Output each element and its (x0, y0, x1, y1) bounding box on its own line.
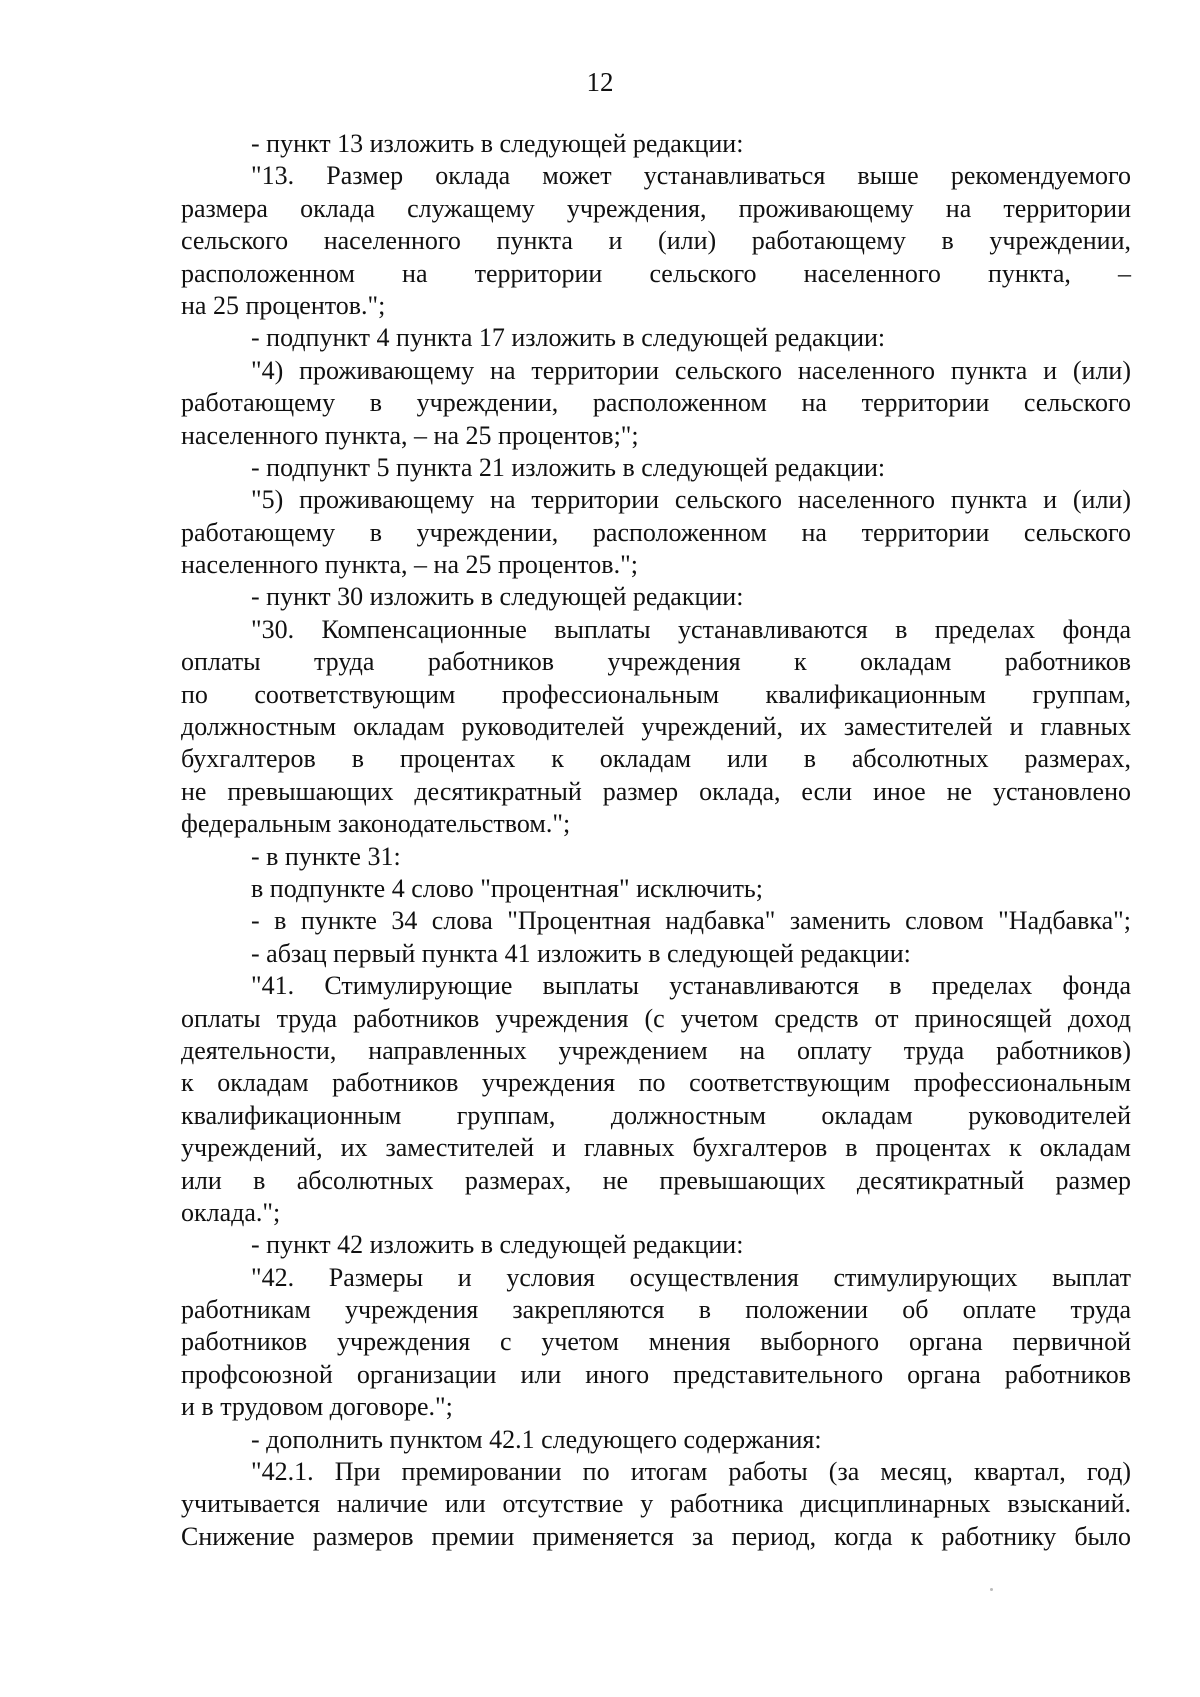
text-line: "42.1. При премировании по итогам работы (за месяц, квартал, год) (251, 1457, 1131, 1487)
text-line: - подпункт 5 пункта 21 изложить в следующей редакции: (251, 452, 886, 482)
text-line: или в абсолютных размерах, не превышающих десятикратный размер (181, 1165, 1131, 1195)
text-line: "30. Компенсационные выплаты устанавливаются в пределах фонда (251, 614, 1131, 644)
text-line: размера оклада служащему учреждения, проживающему на территории (181, 193, 1131, 223)
text-line: работников учреждения с учетом мнения выборного органа первичной (181, 1327, 1131, 1357)
text-line: работающему в учреждении, расположенном на территории сельского (181, 517, 1131, 547)
text-line: оплаты труда работников учреждения к окладам работников (181, 647, 1131, 677)
text-line: не превышающих десятикратный размер оклада, если иное не установлено (181, 776, 1131, 806)
text-line: и в трудовом договоре."; (181, 1392, 453, 1422)
text-line: работающему в учреждении, расположенном на территории сельского (181, 388, 1131, 418)
text-line: работникам учреждения закрепляются в положении об оплате труда (181, 1295, 1131, 1325)
text-line: - подпункт 4 пункта 17 изложить в следующей редакции: (251, 323, 886, 353)
text-line: - пункт 13 изложить в следующей редакции: (251, 129, 744, 158)
text-line: к окладам работников учреждения по соответствующим профессиональным (181, 1068, 1131, 1098)
text-line: федеральным законодательством."; (181, 809, 571, 839)
text-line: учреждений, их заместителей и главных бухгалтеров в процентах к окладам (181, 1133, 1131, 1163)
text-line: оклада."; (181, 1197, 281, 1227)
text-line: квалификационным группам, должностным окладам руководителей (181, 1100, 1131, 1130)
text-line: на 25 процентов."; (181, 290, 386, 320)
scan-artifact (990, 1588, 993, 1591)
text-line: должностным окладам руководителей учреждений, их заместителей и главных (181, 712, 1131, 742)
text-line: - в пункте 34 слова "Процентная надбавка" заменить словом "Надбавка"; (251, 906, 1131, 936)
text-line: оплаты труда работников учреждения (с учетом средств от приносящей доход (181, 1003, 1131, 1033)
text-line: бухгалтеров в процентах к окладам или в абсолютных размерах, (181, 744, 1131, 774)
text-line: сельского населенного пункта и (или) работающему в учреждении, (181, 226, 1131, 256)
text-line: - в пункте 31: (251, 841, 401, 871)
text-line: "42. Размеры и условия осуществления стимулирующих выплат (251, 1262, 1131, 1292)
text-line: "41. Стимулирующие выплаты устанавливаются в пределах фонда (251, 971, 1131, 1001)
text-line: учитывается наличие или отсутствие у работника дисциплинарных взысканий. (181, 1489, 1131, 1519)
text-line: населенного пункта, – на 25 процентов."; (181, 550, 638, 580)
page-number: 12 (586, 67, 614, 97)
text-line: по соответствующим профессиональным квалификационным группам, (181, 679, 1131, 709)
text-line: в подпункте 4 слово "процентная" исключить; (251, 873, 764, 903)
text-line: - абзац первый пункта 41 изложить в следующей редакции: (251, 938, 911, 968)
text-line: - пункт 42 изложить в следующей редакции: (251, 1230, 744, 1260)
text-line: населенного пункта, – на 25 процентов;"; (181, 420, 639, 450)
text-line: Снижение размеров премии применяется за период, когда к работнику было (181, 1521, 1131, 1551)
text-line: профсоюзной организации или иного представительного органа работников (181, 1359, 1131, 1389)
text-line: деятельности, направленных учреждением на оплату труда работников) (181, 1035, 1131, 1065)
text-line: расположенном на территории сельского населенного пункта, – (181, 258, 1131, 288)
text-line: "4) проживающему на территории сельского населенного пункта и (или) (251, 355, 1131, 385)
text-line: - дополнить пунктом 42.1 следующего содержания: (251, 1424, 822, 1454)
text-line: - пункт 30 изложить в следующей редакции: (251, 582, 744, 612)
text-line: "13. Размер оклада может устанавливаться выше рекомендуемого (251, 161, 1131, 191)
text-line: "5) проживающему на территории сельского населенного пункта и (или) (251, 485, 1131, 515)
document-body (181, 128, 1131, 1553)
